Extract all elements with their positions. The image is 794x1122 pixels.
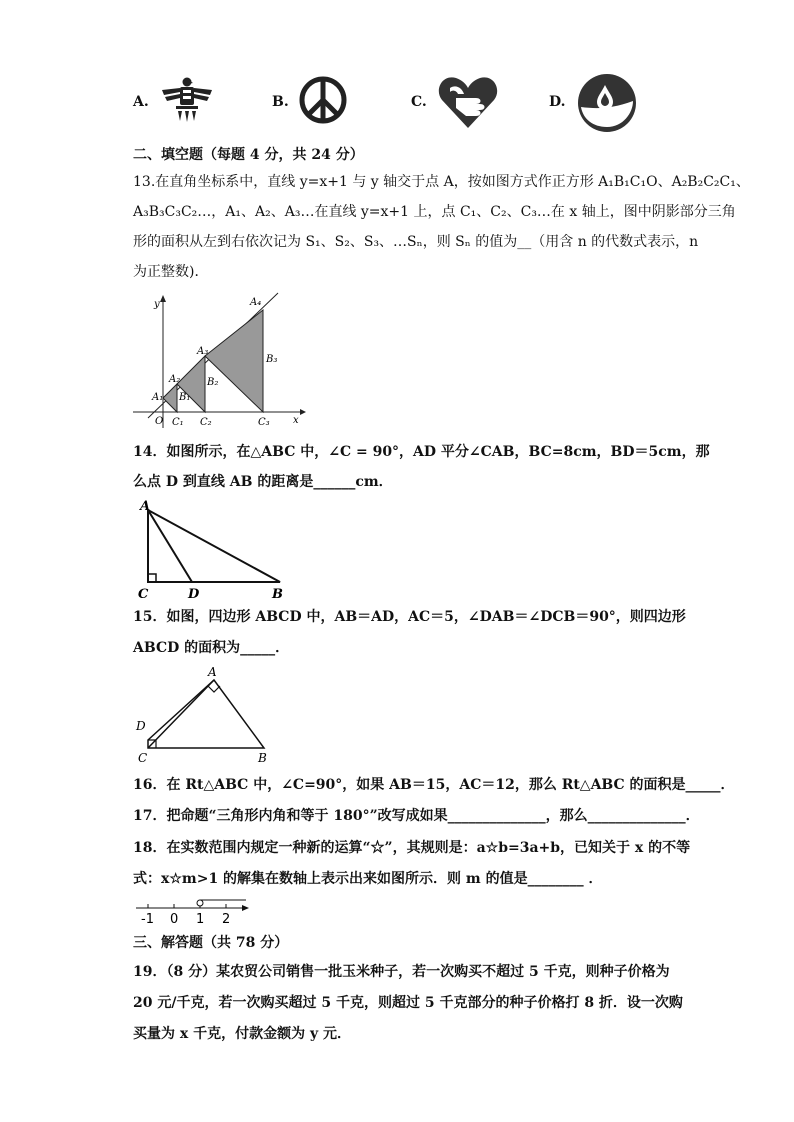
shaded-triangle-s2 [177, 356, 205, 412]
section2-title: 二、填空题（每题 4 分，共 24 分） [133, 147, 364, 163]
q13-figure [128, 290, 308, 432]
label-c: C [138, 751, 148, 765]
label-c2: C₂ [200, 417, 212, 428]
shaded-triangle-s3 [205, 310, 263, 412]
label-d: D [188, 587, 200, 602]
label-b: B [258, 751, 267, 765]
open-circle-marker [197, 900, 203, 906]
tick-label-0: 0 [170, 912, 179, 926]
label-a: A [208, 665, 217, 679]
label-c1: C₁ [172, 417, 184, 428]
label-a2: A₂ [169, 374, 181, 385]
q19-line3: 买量为 x 千克，付款金额为 y 元． [133, 1026, 351, 1042]
q18-line2: 式：x☆m>1 的解集在数轴上表示出来如图所示．则 m 的值是________ ． [133, 871, 603, 887]
label-b3: B₃ [266, 354, 278, 365]
number-line-arrow [242, 905, 249, 911]
label-c: C [138, 587, 149, 602]
label-a1: A₁ [152, 392, 164, 403]
label-d: D [136, 719, 146, 733]
label-o: O [155, 416, 164, 427]
x-axis-arrow [300, 409, 306, 415]
hand-heart-icon [436, 70, 500, 132]
label-a4: A₄ [250, 297, 262, 308]
peace-symbol-icon [298, 75, 348, 125]
label-b2: B₂ [207, 377, 219, 388]
q13-line1: 13.在直角坐标系中，直线 y=x+1 与 y 轴交于点 A，按如图方式作正方形 A₁B₁C₁O、A₂B₂C₂C₁、 [133, 174, 750, 190]
label-a: A [140, 499, 151, 514]
q14-line1: 14．如图所示，在△ABC 中，∠C = 90°，AD 平分∠CAB，BC=8cm，BD＝5cm，那 [133, 444, 710, 460]
q13-line4: 为正整数)． [133, 264, 209, 280]
question-16: 16．在 Rt△ABC 中，∠C=90°，如果 AB＝15，AC＝12，那么 Rt△ABC 的面积是_____． [133, 777, 735, 793]
water-drop-circle-icon [577, 73, 637, 133]
label-c3: C₃ [258, 417, 270, 428]
label-b: B [272, 587, 283, 602]
q19-line2: 20 元/千克，若一次购买超过 5 千克，则超过 5 千克部分的种子价格打 8 折．设一次购 [133, 995, 683, 1011]
q18-number-line [134, 896, 254, 926]
question-17: 17．把命题“三角形内角和等于 180°”改写成如果______________，那么______________． [133, 808, 700, 824]
q15-line1: 15．如图，四边形 ABCD 中，AB＝AD，AC＝5，∠DAB＝∠DCB＝90°，则四边形 [133, 609, 686, 625]
section3-title: 三、解答题（共 78 分） [133, 935, 289, 951]
diagonal-ac [148, 680, 214, 748]
tick-label-1: 1 [196, 912, 205, 926]
triangle-abc [148, 510, 280, 582]
y-axis-arrow [160, 295, 166, 302]
segment-ad [148, 510, 192, 582]
option-a-label: A. [133, 94, 149, 110]
q15-line2: ABCD 的面积为_____． [133, 640, 290, 656]
solution-ray [200, 900, 246, 903]
tick-label-minus1: -1 [141, 912, 154, 926]
q15-figure [134, 664, 274, 768]
right-angle-mark [148, 574, 156, 582]
q14-figure [136, 498, 292, 602]
option-d-label: D. [549, 94, 566, 110]
shaded-triangle-s1 [163, 384, 177, 412]
label-a3: A₃ [197, 346, 209, 357]
q18-line1: 18．在实数范围内规定一种新的运算“☆”，其规则是：a☆b=3a+b，已知关于 x 的不等 [133, 840, 691, 856]
eagle-emblem-icon [160, 76, 214, 124]
label-y: y [154, 299, 160, 310]
q19-line1: 19．（8 分）某农贸公司销售一批玉米种子，若一次购买不超过 5 千克，则种子价格为 [133, 964, 670, 980]
q14-line2: 么点 D 到直线 AB 的距离是______cm． [133, 474, 393, 490]
q13-line2: A₃B₃C₃C₂…，A₁、A₂、A₃…在直线 y=x+1 上，点 C₁、C₂、C₃…在 x 轴上，图中阴影部分三角 [133, 204, 736, 220]
q13-line3: 形的面积从左到右依次记为 S₁、S₂、S₃、…Sₙ，则 Sₙ 的值为__（用含 n 的代数式表示，n [133, 234, 699, 250]
option-b-label: B. [272, 94, 289, 110]
option-c-label: C. [411, 94, 427, 110]
tick-label-2: 2 [222, 912, 231, 926]
label-x: x [293, 415, 299, 426]
label-b1: B₁ [179, 392, 191, 403]
quadrilateral-abcd [148, 680, 264, 748]
